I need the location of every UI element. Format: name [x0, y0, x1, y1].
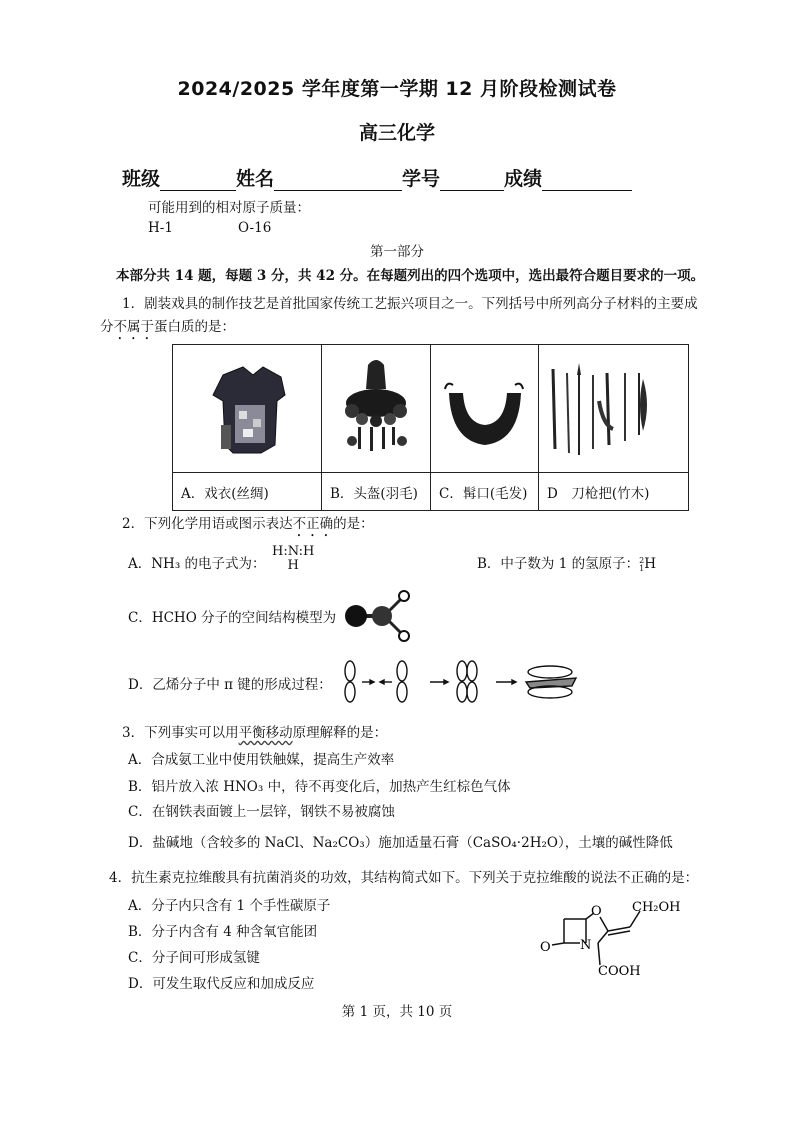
nh3-formula-top: H:N:H	[272, 544, 315, 559]
n-label: N	[580, 938, 592, 953]
isotope-mass: 2	[639, 556, 645, 565]
q4-option-d[interactable]: D．可发生取代反应和加成反应	[128, 976, 315, 992]
atomic-mass-o: O-16	[238, 220, 272, 236]
q1-option-d[interactable]: D 刀枪把(竹木)	[539, 473, 689, 511]
clavulanic-acid-structure	[534, 895, 694, 985]
page-footer: 第 1 页，共 10 页	[341, 1004, 453, 1020]
q2-emphasis: 不正确	[292, 516, 334, 532]
exam-subtitle: 高三化学	[358, 122, 435, 144]
opera-weapons-icon	[539, 345, 688, 468]
q4-option-c[interactable]: C．分子间可形成氢键	[128, 950, 260, 966]
q2-option-a[interactable]: A．NH₃ 的电子式为：	[128, 556, 266, 572]
q1-image-a	[173, 345, 322, 473]
q1-stem-part-a: 分	[100, 319, 114, 335]
q1-stem-line2	[100, 319, 235, 343]
opera-helmet-icon	[322, 345, 430, 468]
nh3-formula-bottom: H	[287, 557, 299, 573]
q2-stem-a: 2．下列化学用语或图示表达	[122, 516, 293, 532]
carbonyl-o-label: O	[540, 940, 551, 955]
q1-image-c	[431, 345, 539, 473]
student-info-row	[122, 164, 632, 191]
part-title: 第一部分	[370, 244, 424, 260]
q3-emphasis: 平衡移动	[238, 725, 293, 741]
class-blank[interactable]	[160, 170, 236, 191]
q3-option-b[interactable]: B．铝片放入浓 HNO₃ 中，待不再变化后，加热产生红棕色气体	[128, 779, 511, 795]
opera-costume-icon	[173, 345, 321, 468]
q3-stem-a: 3．下列事实可以用	[122, 725, 239, 741]
q3-stem	[122, 725, 387, 741]
number-label: 学号	[402, 168, 441, 190]
q1-options-table	[172, 344, 689, 511]
ring-o-label: O	[591, 904, 602, 919]
q1-option-c[interactable]: C．髯口(毛发)	[431, 473, 539, 511]
nh3-electron-formula	[272, 544, 314, 573]
q1-stem-line1: 1．剧装戏具的制作技艺是首批国家传统工艺振兴项目之一。下列括号中所列高分子材料的主要成	[122, 296, 698, 312]
atomic-mass-h: H-1	[148, 220, 173, 236]
q1-emphasis: 不属于	[113, 319, 154, 335]
q4-option-b[interactable]: B．分子内含有 4 种含氧官能团	[128, 924, 318, 940]
q1-stem-part-c: 蛋白质的是：	[154, 319, 235, 335]
q1-image-d	[539, 345, 689, 473]
cooh-label: COOH	[598, 964, 641, 979]
atomic-mass-intro: 可能用到的相对原子质量：	[148, 200, 310, 216]
ch2oh-label: CH₂OH	[632, 900, 681, 915]
q3-option-c[interactable]: C．在钢铁表面镀上一层锌，钢铁不易被腐蚀	[128, 804, 395, 820]
score-blank[interactable]	[542, 170, 632, 191]
q2-option-b[interactable]	[477, 556, 656, 573]
q4-stem: 4．抗生素克拉维酸具有抗菌消炎的功效，其结构简式如下。下列关于克拉维酸的说法不正确的是：	[109, 870, 699, 886]
part-instructions: 本部分共 14 题，每题 3 分，共 42 分。在每题列出的四个选项中，选出最符合题目要求的一项。	[116, 268, 705, 284]
class-label: 班级	[122, 168, 161, 190]
q2-stem	[122, 516, 374, 540]
q2-option-c[interactable]: C．HCHO 分子的空间结构模型为	[128, 610, 337, 626]
exam-title: 2024/2025 学年度第一学期 12 月阶段检测试卷	[177, 78, 617, 100]
name-blank[interactable]	[274, 170, 402, 191]
q4-option-a[interactable]: A．分子内只含有 1 个手性碳原子	[128, 898, 331, 914]
q3-option-a[interactable]: A．合成氨工业中使用铁触媒，提高生产效率	[128, 752, 395, 768]
opera-beard-icon	[431, 345, 538, 468]
q3-stem-c: 原理解释的是：	[292, 725, 388, 741]
q2-option-d[interactable]: D．乙烯分子中 π 键的形成过程：	[128, 677, 332, 693]
score-label: 成绩	[504, 168, 543, 190]
isotope-symbol: H	[644, 556, 656, 572]
hcho-model-icon	[340, 588, 420, 644]
pi-bond-formation-diagram	[340, 660, 590, 704]
isotope-atomic: 1	[639, 564, 645, 573]
q2-stem-c: 的是：	[333, 516, 374, 532]
q1-option-b[interactable]: B．头盔(羽毛)	[322, 473, 431, 511]
name-label: 姓名	[236, 168, 275, 190]
number-blank[interactable]	[440, 170, 504, 191]
q1-image-b	[322, 345, 431, 473]
q1-option-a[interactable]: A．戏衣(丝绸)	[173, 473, 322, 511]
q2-option-b-text: B．中子数为 1 的氢原子：	[477, 556, 640, 572]
q3-option-d[interactable]: D．盐碱地（含较多的 NaCl、Na₂CO₃）施加适量石膏（CaSO₄·2H₂O），土壤的碱性降低	[128, 835, 673, 851]
